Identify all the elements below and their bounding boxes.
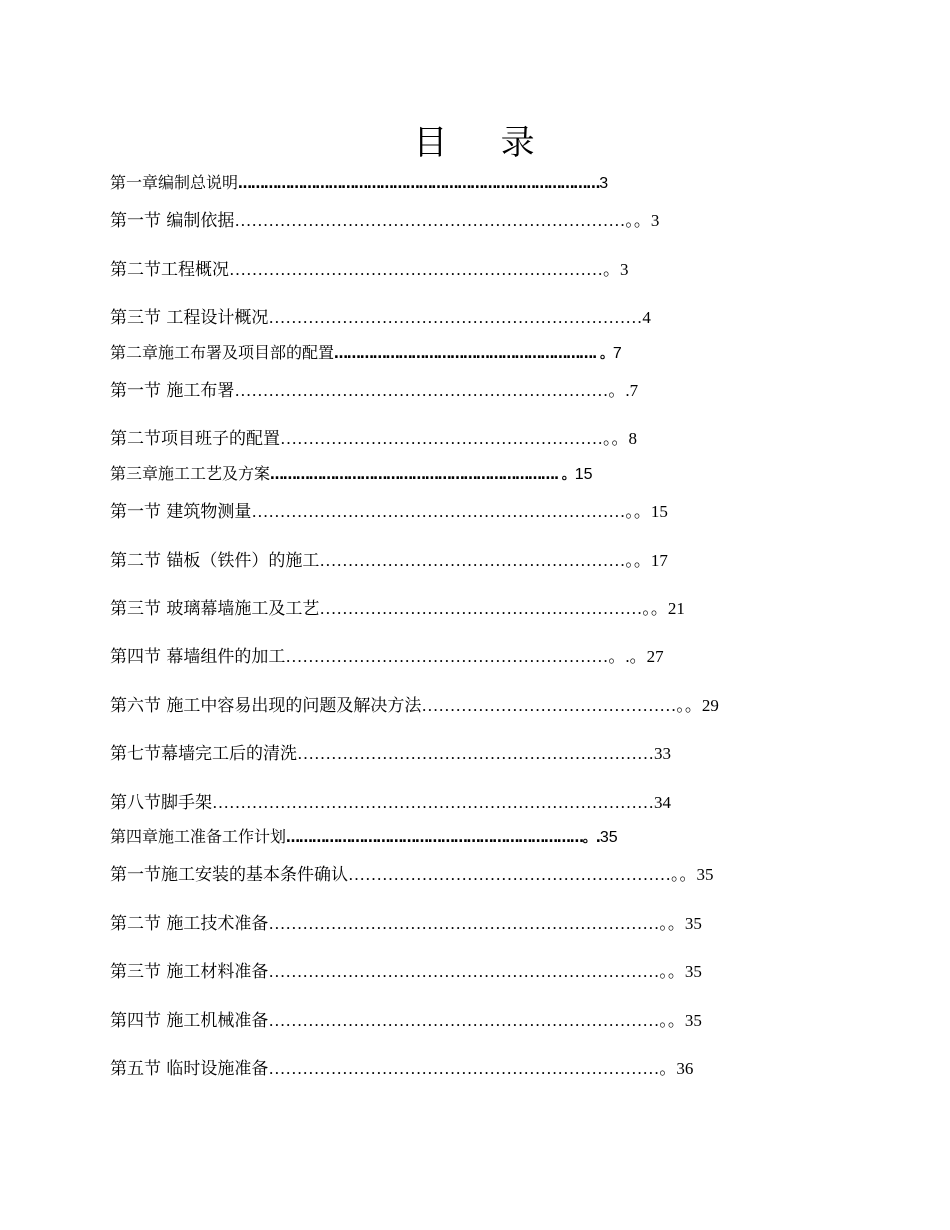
toc-entry-section[interactable]	[110, 206, 659, 231]
toc-page-number: 29	[701, 696, 719, 715]
toc-page-number: 15	[574, 466, 593, 483]
toc-dot-leader: ……………………………………………………………。。	[268, 962, 685, 981]
toc-entry-section[interactable]	[110, 594, 685, 619]
toc-entry-label: 第一节 编制依据	[110, 211, 235, 231]
toc-page-number: 17	[650, 551, 668, 570]
toc-entry-label: 第八节脚手架	[110, 793, 212, 813]
toc-entry-chapter-2[interactable]	[110, 340, 622, 363]
toc-page-number: 15	[650, 502, 668, 521]
toc-page-number: 36	[676, 1059, 694, 1078]
toc-dot-leader: …………………………………………………。。	[280, 429, 629, 448]
toc-entry-label: 第三章施工工艺及方案	[110, 464, 271, 483]
toc-page-number: 35	[684, 914, 702, 933]
toc-page-number: 3	[650, 211, 660, 230]
toc-page-number: 35	[684, 962, 702, 981]
toc-dot-leader: …………………………………………………………。。	[251, 502, 651, 521]
toc-entry-section[interactable]	[110, 255, 629, 280]
toc-entry-section[interactable]	[110, 497, 668, 522]
toc-entry-chapter-3[interactable]	[110, 461, 593, 484]
toc-entry-label: 第六节 施工中容易出现的问题及解决方法	[110, 696, 422, 716]
toc-entry-section[interactable]	[110, 546, 668, 571]
toc-entry-label: 第二节 锚板（铁件）的施工	[110, 551, 320, 571]
toc-dot-leader: …………………………………………………。.。	[285, 647, 647, 666]
toc-entry-section[interactable]	[110, 1006, 702, 1031]
toc-entry-section[interactable]	[110, 739, 671, 764]
toc-entry-section[interactable]	[110, 788, 671, 813]
toc-entry-label: 第二章施工布署及项目部的配置	[110, 343, 335, 362]
toc-entry-label: 第一节施工安装的基本条件确认	[110, 865, 348, 885]
toc-entry-label: 第一章编制总说明	[110, 173, 239, 192]
toc-dot-leader: ……………………………………………………. 。	[334, 346, 613, 362]
toc-page-number: 35	[684, 1011, 702, 1030]
toc-dot-leader: …………………………………………………………	[268, 308, 643, 327]
toc-entry-section[interactable]	[110, 909, 702, 934]
toc-entry-section[interactable]	[110, 860, 714, 885]
toc-entry-section[interactable]	[110, 424, 637, 449]
toc-entry-label: 第四章施工准备工作计划	[110, 827, 287, 846]
toc-entry-section[interactable]	[110, 376, 638, 401]
toc-dot-leader: ……………………………………………………………。。	[268, 914, 685, 933]
toc-entry-section[interactable]	[110, 303, 651, 328]
toc-page-number: 27	[646, 647, 664, 666]
toc-dot-leader: ………………………………………………………	[297, 744, 654, 763]
toc-page-number: 21	[667, 599, 685, 618]
toc-dot-leader: …………………………………………………。。	[319, 599, 668, 618]
toc-page-number: 34	[654, 793, 671, 812]
toc-entry-label: 第三节 工程设计概况	[110, 308, 269, 328]
toc-page-number: 7	[629, 381, 639, 400]
toc-dot-leader: ……………………………………………………………。.	[286, 830, 600, 846]
toc-entry-chapter-1[interactable]	[110, 170, 608, 193]
toc-page-number: 8	[628, 429, 637, 448]
toc-entry-label: 第二节 施工技术准备	[110, 914, 269, 934]
toc-entry-label: 第四节 施工机械准备	[110, 1011, 269, 1031]
toc-entry-section[interactable]	[110, 957, 702, 982]
toc-dot-leader: ………………………………………。。	[421, 696, 702, 715]
toc-entry-label: 第二节项目班子的配置	[110, 429, 280, 449]
toc-entry-section[interactable]	[110, 691, 719, 716]
toc-dot-leader: ……………………………………………………………。。	[268, 1011, 685, 1030]
toc-page-number: 33	[654, 744, 671, 763]
toc-page-number: 35	[599, 829, 618, 846]
toc-page-number: 3	[620, 260, 629, 279]
toc-entry-section[interactable]	[110, 642, 664, 667]
toc-entry-label: 第四节 幕墙组件的加工	[110, 647, 286, 667]
toc-dot-leader: ……………………………………………………………。。	[234, 211, 651, 230]
toc-dot-leader: ……………………………………………………………………	[212, 793, 654, 812]
toc-page-number: 3	[599, 175, 609, 192]
toc-dot-leader: …………………………………………………。。	[348, 865, 697, 884]
toc-dot-leader: …………………………………………………………。.	[234, 381, 630, 400]
toc-entry-label: 第三节 玻璃幕墙施工及工艺	[110, 599, 320, 619]
toc-dot-leader: ………………………………………………。。	[319, 551, 651, 570]
toc-dot-leader: …………………………………………………………. 。	[270, 467, 575, 483]
toc-entry-chapter-4[interactable]	[110, 824, 618, 847]
toc-entry-section[interactable]	[110, 1054, 693, 1079]
toc-entry-label: 第二节工程概况	[110, 260, 229, 280]
toc-page-number: 7	[612, 345, 622, 362]
toc-entry-label: 第三节 施工材料准备	[110, 962, 269, 982]
toc-dot-leader: ……………………………………………………………。	[268, 1059, 677, 1078]
toc-entry-label: 第五节 临时设施准备	[110, 1059, 269, 1079]
toc-entry-label: 第一节 施工布署	[110, 381, 235, 401]
toc-entry-label: 第七节幕墙完工后的清洗	[110, 744, 297, 764]
toc-page-number: 4	[642, 308, 651, 327]
toc-entry-label: 第一节 建筑物测量	[110, 502, 252, 522]
toc-dot-leader: …………………………………………………………。	[229, 260, 620, 279]
toc-dot-leader: …………………………………………………………………………	[238, 176, 600, 192]
toc-title: 目 录	[413, 123, 537, 163]
toc-page-number: 35	[696, 865, 714, 884]
